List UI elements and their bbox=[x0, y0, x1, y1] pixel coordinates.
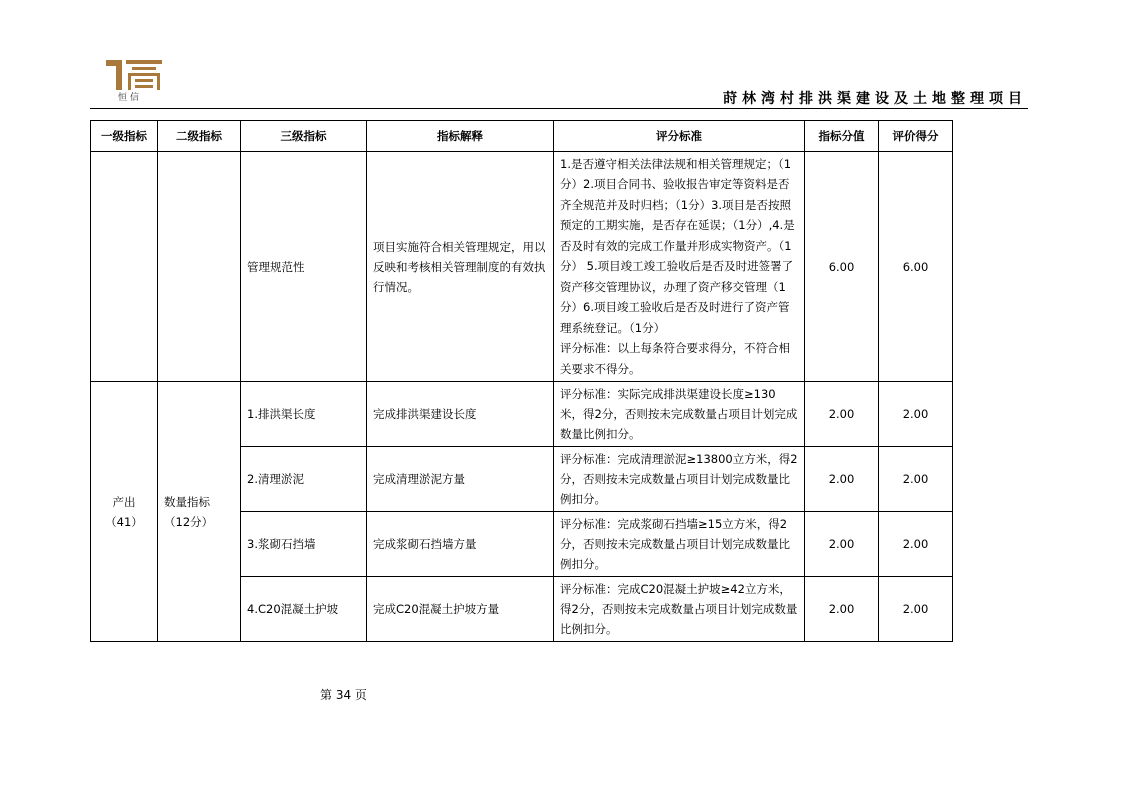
cell-criteria: 评分标准：完成C20混凝土护坡≥42立方米，得2分，否则按未完成数量占项目计划完成数量比例扣分。 bbox=[554, 577, 805, 642]
cell-level3: 4.C20混凝土护坡 bbox=[241, 577, 367, 642]
col-header-score: 指标分值 bbox=[805, 121, 879, 152]
col-header-criteria: 评分标准 bbox=[554, 121, 805, 152]
page-number: 第 34 页 bbox=[320, 688, 367, 702]
cell-score: 2.00 bbox=[805, 382, 879, 447]
cell-level1-empty bbox=[91, 152, 158, 382]
col-header-explain: 指标解释 bbox=[367, 121, 554, 152]
cell-score: 2.00 bbox=[805, 577, 879, 642]
cell-result: 2.00 bbox=[879, 447, 953, 512]
cell-level3: 2.清理淤泥 bbox=[241, 447, 367, 512]
table-row bbox=[91, 152, 953, 382]
cell-explain: 项目实施符合相关管理规定，用以反映和考核相关管理制度的有效执行情况。 bbox=[367, 152, 554, 382]
criteria-note: 评分标准：以上每条符合要求得分，不符合相关要求不得分。 bbox=[560, 341, 790, 376]
cell-result: 2.00 bbox=[879, 577, 953, 642]
cell-result: 2.00 bbox=[879, 512, 953, 577]
cell-explain: 完成排洪渠建设长度 bbox=[367, 382, 554, 447]
cell-level3: 1.排洪渠长度 bbox=[241, 382, 367, 447]
cell-level2-empty bbox=[158, 152, 241, 382]
cell-explain: 完成C20混凝土护坡方量 bbox=[367, 577, 554, 642]
cell-level3: 3.浆砌石挡墙 bbox=[241, 512, 367, 577]
cell-level1: 产出（41） bbox=[91, 382, 158, 642]
header-divider bbox=[90, 108, 1028, 109]
cell-score: 6.00 bbox=[805, 152, 879, 382]
cell-criteria: 评分标准：完成浆砌石挡墙≥15立方米，得2分，否则按未完成数量占项目计划完成数量比例扣分。 bbox=[554, 512, 805, 577]
cell-explain: 完成清理淤泥方量 bbox=[367, 447, 554, 512]
criteria-text: 1.是否遵守相关法律法规和相关管理规定；（1分）2.项目合同书、验收报告审定等资料是否齐全规范并及时归档；（1分）3.项目是否按照预定的工期实施，是否存在延误；（1分）,4.是否及时有效的完成工作量并形成实物资产。（1分） 5.项目竣工竣工验收后是否及时进签署了资产移交管理协议，办理了资产移交管理（1分）6.项目竣工验收后是否及时进行了资产管理系统登记。（1分） bbox=[560, 156, 795, 335]
cell-score: 2.00 bbox=[805, 447, 879, 512]
project-title: 莳林湾村排洪渠建设及土地整理项目 bbox=[723, 91, 1027, 107]
cell-level2: 数量指标（12分） bbox=[158, 382, 241, 642]
logo-subtitle: 恒信 bbox=[118, 93, 143, 103]
col-header-result: 评价得分 bbox=[879, 121, 953, 152]
col-header-level1: 一级指标 bbox=[91, 121, 158, 152]
cell-criteria bbox=[554, 152, 805, 382]
cell-level3: 管理规范性 bbox=[241, 152, 367, 382]
col-header-level3: 三级指标 bbox=[241, 121, 367, 152]
cell-score: 2.00 bbox=[805, 512, 879, 577]
table-header-row bbox=[91, 121, 953, 152]
cell-result: 2.00 bbox=[879, 382, 953, 447]
cell-criteria: 评分标准：实际完成排洪渠建设长度≥130米，得2分，否则按未完成数量占项目计划完成数量比例扣分。 bbox=[554, 382, 805, 447]
cell-explain: 完成浆砌石挡墙方量 bbox=[367, 512, 554, 577]
cell-result: 6.00 bbox=[879, 152, 953, 382]
cell-criteria: 评分标准：完成清理淤泥≥13800立方米，得2分，否则按未完成数量占项目计划完成数量比例扣分。 bbox=[554, 447, 805, 512]
table-row bbox=[91, 382, 953, 447]
evaluation-table bbox=[90, 120, 953, 642]
col-header-level2: 二级指标 bbox=[158, 121, 241, 152]
